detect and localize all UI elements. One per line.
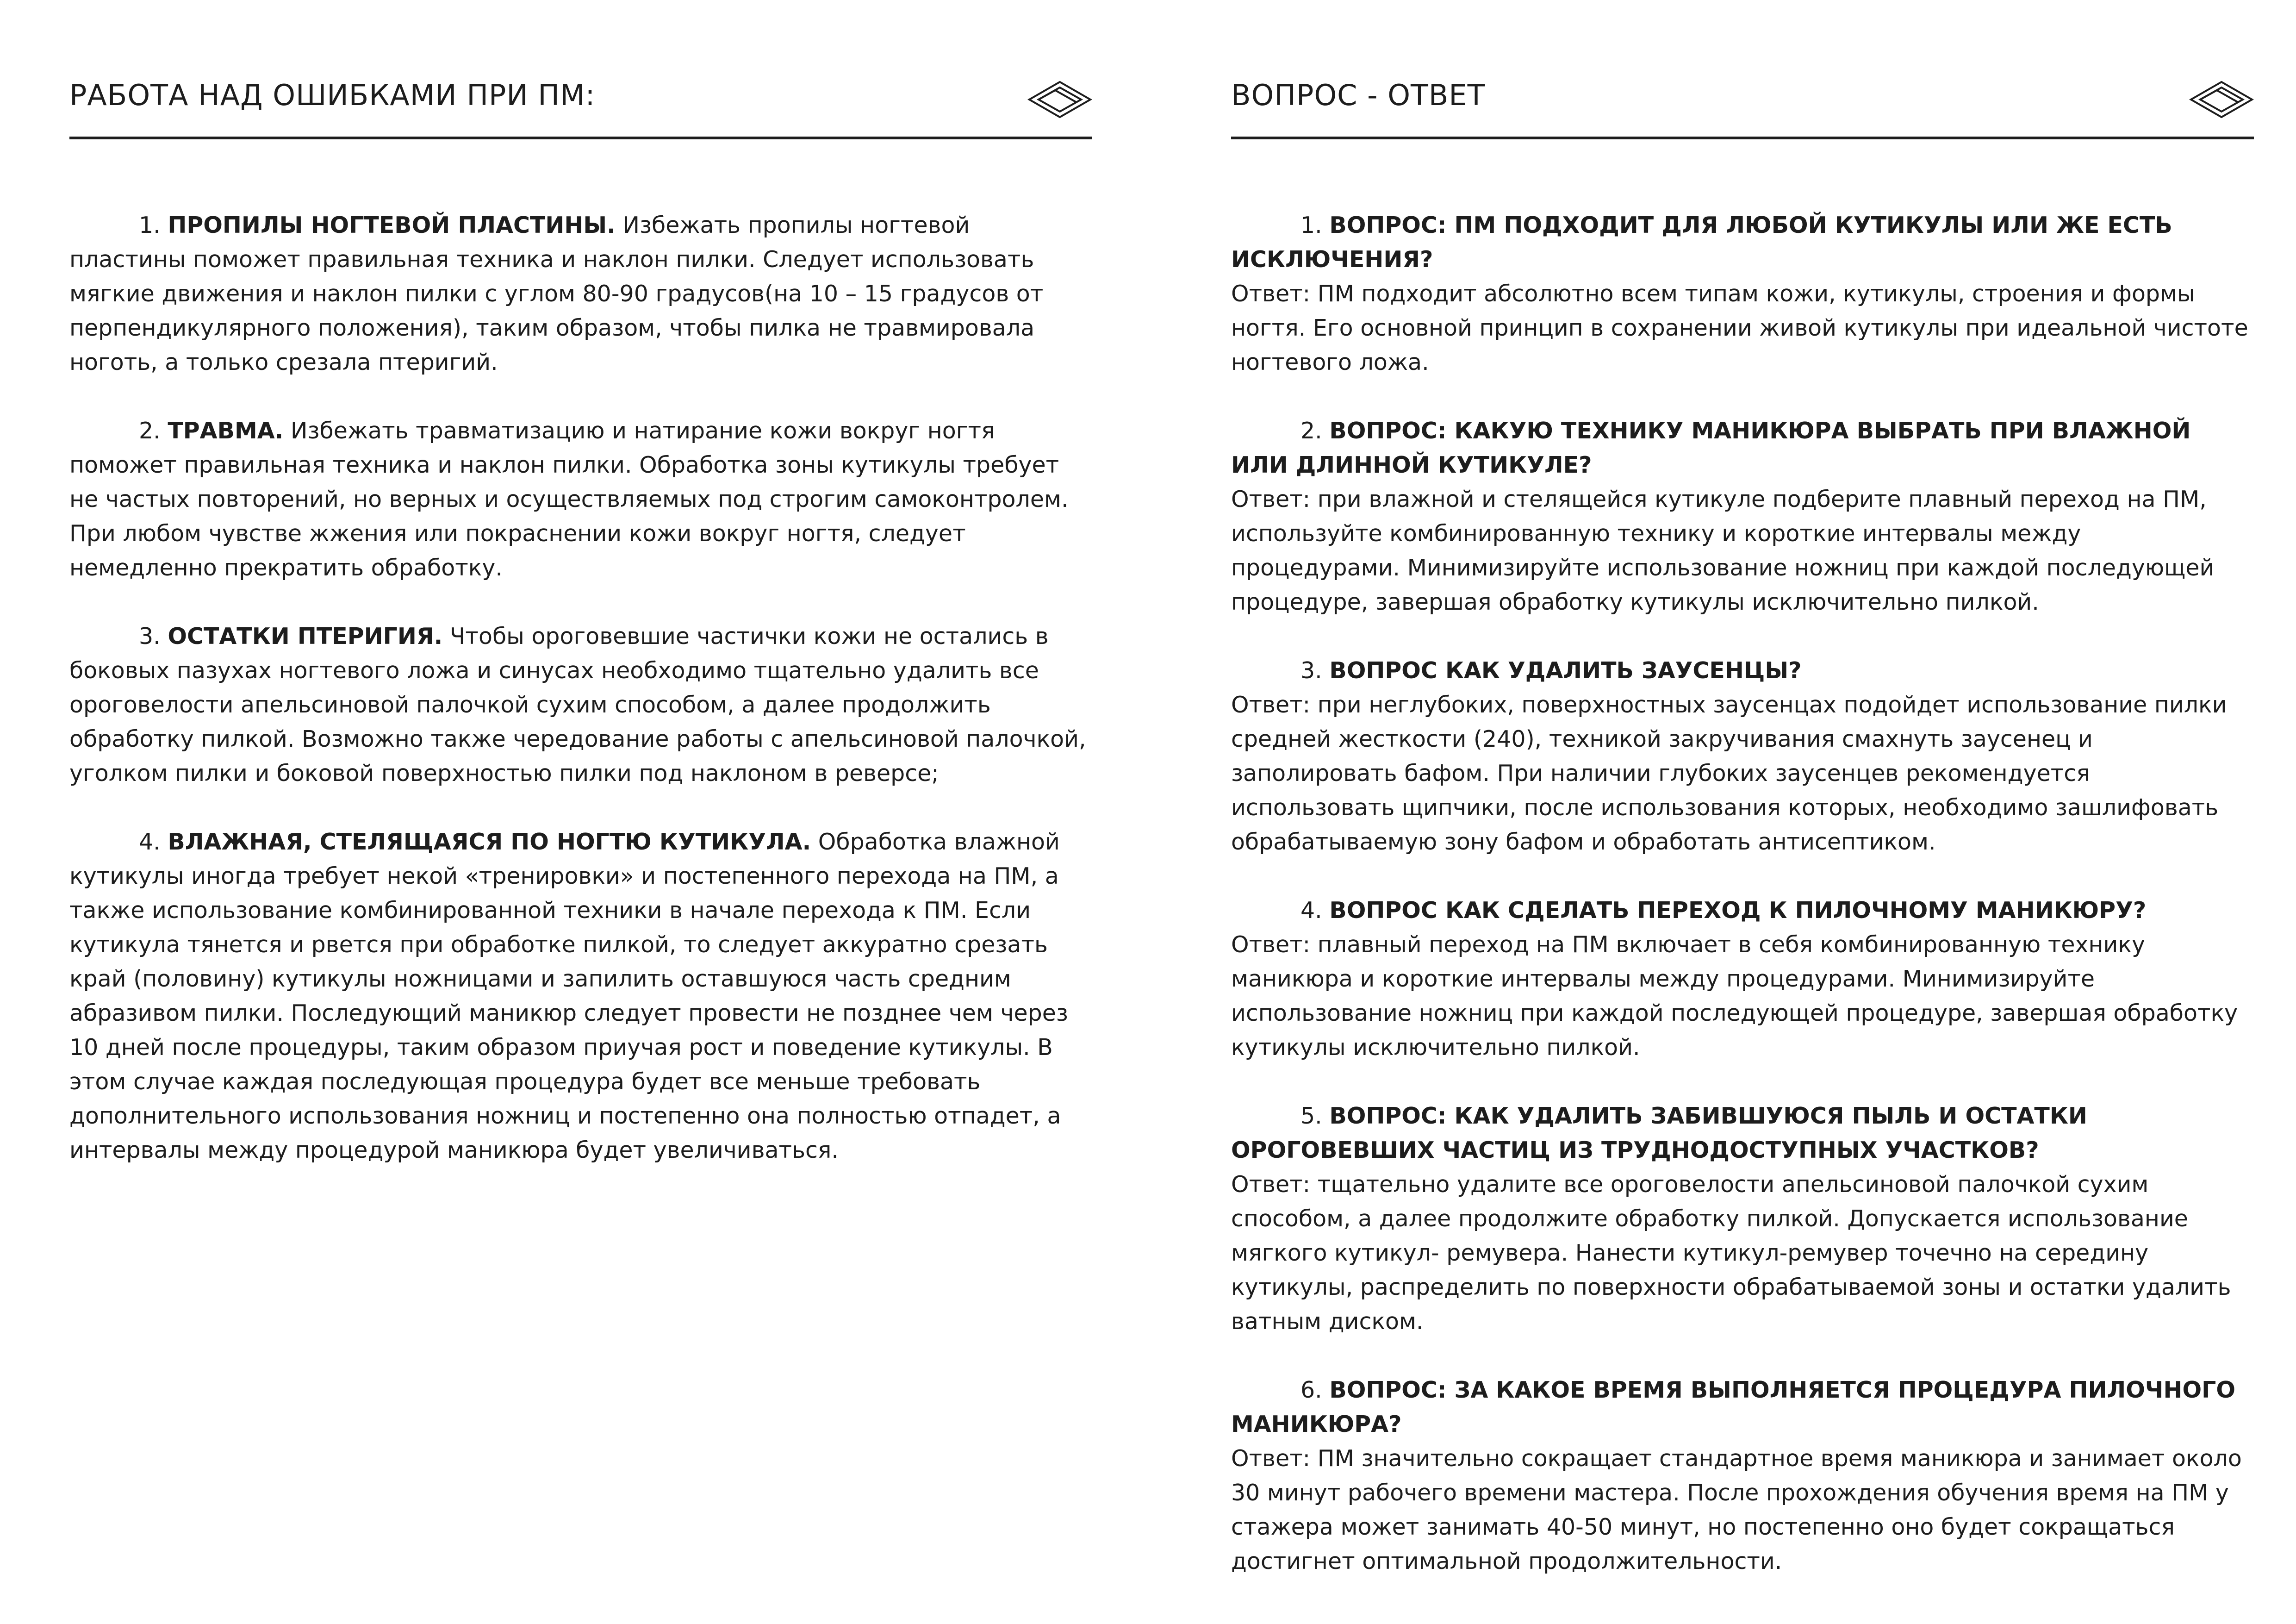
qa-answer: Ответ: при влажной и стелящейся кутикуле подберите плавный переход на ПМ, используйте комбинированную технику и короткие интервалы между процедурами. Минимизируйте использование ножниц при каждой последующей процедуре, завершая обработку кутикулы исключительно пилкой. [1231, 486, 2215, 615]
item-number: 4. [1300, 897, 1322, 924]
item-number: 1. [1300, 212, 1322, 238]
qa-question: ВОПРОС: КАК УДАЛИТЬ ЗАБИВШУЮСЯ ПЫЛЬ И ОСТАТКИ ОРОГОВЕВШИХ ЧАСТИЦ ИЗ ТРУДНОДОСТУПНЫХ УЧАСТКОВ? [1231, 1103, 2087, 1163]
qa-item [1231, 414, 2254, 619]
qa-answer: Ответ: ПМ подходит абсолютно всем типам кожи, кутикулы, строения и формы ногтя. Его основной принцип в сохранении живой кутикулы при идеальной чистоте ногтевого ложа. [1231, 281, 2248, 375]
right-page [1231, 0, 2254, 1624]
left-content [69, 208, 1092, 1202]
item-number: 2. [1300, 418, 1322, 444]
page-title: ВОПРОС - ОТВЕТ [1231, 78, 1486, 112]
qa-answer: Ответ: ПМ значительно сокращает стандартное время маникюра и занимает около 30 минут рабочего времени мастера. После прохождения обучения время на ПМ у стажера может занимать 40-50 минут, но постепенно оно будет сокращаться достигнет оптимальной продолжительности. [1231, 1445, 2242, 1574]
list-item [69, 619, 1092, 791]
list-item [69, 208, 1092, 380]
qa-item [1231, 1373, 2254, 1579]
qa-question: ВОПРОС: КАКУЮ ТЕХНИКУ МАНИКЮРА ВЫБРАТЬ ПРИ ВЛАЖНОЙ ИЛИ ДЛИННОЙ КУТИКУЛЕ? [1231, 418, 2191, 478]
qa-question: ВОПРОС КАК СДЕЛАТЬ ПЕРЕХОД К ПИЛОЧНОМУ МАНИКЮРУ? [1329, 897, 2147, 924]
qa-item [1231, 654, 2254, 859]
item-title: ТРАВМА. [168, 418, 284, 444]
item-body: Обработка влажной кутикулы иногда требует некой «тренировки» и постепенного перехода на ПМ, а также использование комбинированной техники в начале перехода к ПМ. Если кутикула тянется и рвется при обработке пилкой, то следует аккуратно срезать край (половину) кутикулы ножницами и запилить оставшуюся часть средним абразивом пилки. Последующий маникюр следует провести не позднее чем через 10 дней после процедуры, таким образом приучая рост и поведение кутикулы. В этом случае каждая последующая процедура будет все меньше требовать дополнительного использования ножниц и постепенно она полностью отпадет, а интервалы между процедурой маникюра будет увеличиваться. [69, 829, 1068, 1163]
qa-question: ВОПРОС: ПМ ПОДХОДИТ ДЛЯ ЛЮБОЙ КУТИКУЛЫ ИЛИ ЖЕ ЕСТЬ ИСКЛЮЧЕНИЯ? [1231, 212, 2172, 273]
qa-question: ВОПРОС: ЗА КАКОЕ ВРЕМЯ ВЫПОЛНЯЕТСЯ ПРОЦЕДУРА ПИЛОЧНОГО МАНИКЮРА? [1231, 1377, 2236, 1437]
qa-item [1231, 893, 2254, 1065]
item-body: Избежать пропилы ногтевой пластины поможет правильная техника и наклон пилки. Следует использовать мягкие движения и наклон пилки с углом 80-90 градусов(на 10 – 15 градусов от перпендикулярного положения), таким образом, чтобы пилка не травмировала ноготь, а только срезала птеригий. [69, 212, 1044, 375]
qa-item [1231, 1099, 2254, 1339]
qa-question: ВОПРОС КАК УДАЛИТЬ ЗАУСЕНЦЫ? [1329, 657, 1802, 684]
item-body: Чтобы ороговевшие частички кожи не остались в боковых пазухах ногтевого ложа и синусах необходимо тщательно удалить все ороговелости апельсиновой палочкой сухим способом, а далее продолжить обработку пилкой. Возможно также чередование работы с апельсиновой палочкой, уголком пилки и боковой поверхностью пилки под наклоном в реверсе; [69, 623, 1086, 787]
qa-answer: Ответ: плавный переход на ПМ включает в себя комбинированную технику маникюра и короткие интервалы между процедурами. Минимизируйте использование ножниц при каждой последующей процедуре, завершая обработку кутикулы исключительно пилкой. [1231, 931, 2238, 1061]
item-number: 3. [1300, 657, 1322, 684]
left-page [69, 0, 1092, 1624]
item-body: Избежать травматизацию и натирание кожи вокруг ногтя поможет правильная техника и наклон пилки. Обработка зоны кутикулы требует не частых повторений, но верных и осуществляемых под строгим самоконтролем. При любом чувстве жжения или покраснении кожи вокруг ногтя, следует немедленно прекратить обработку. [69, 418, 1069, 581]
list-item [69, 414, 1092, 585]
right-page-header [1231, 76, 2254, 139]
item-number: 4. [139, 829, 161, 855]
item-title: ПРОПИЛЫ НОГТЕВОЙ ПЛАСТИНЫ. [168, 212, 616, 238]
qa-answer: Ответ: при неглубоких, поверхностных заусенцах подойдет использование пилки средней жесткости (240), техникой закручивания смахнуть заусенец и заполировать бафом. При наличии глубоких заусенцев рекомендуется использовать щипчики, после использования которых, необходимо зашлифовать обрабатываемую зону бафом и обработать антисептиком. [1231, 692, 2227, 855]
right-content [1231, 208, 2254, 1613]
item-number: 3. [139, 623, 161, 650]
diamond-logo-icon [2189, 80, 2254, 119]
item-number: 6. [1300, 1377, 1322, 1403]
item-number: 1. [139, 212, 161, 238]
list-item [69, 825, 1092, 1168]
item-number: 2. [139, 418, 161, 444]
item-number: 5. [1300, 1103, 1322, 1129]
page-title: РАБОТА НАД ОШИБКАМИ ПРИ ПМ: [69, 78, 596, 112]
left-page-header [69, 76, 1092, 139]
qa-item [1231, 208, 2254, 380]
qa-answer: Ответ: тщательно удалите все ороговелости апельсиновой палочкой сухим способом, а далее продолжите обработку пилкой. Допускается использование мягкого кутикул- ремувера. Нанести кутикул-ремувер точечно на середину кутикулы, распределить по поверхности обрабатываемой зоны и остатки удалить ватным диском. [1231, 1171, 2231, 1335]
item-title: ВЛАЖНАЯ, СТЕЛЯЩАЯСЯ ПО НОГТЮ КУТИКУЛА. [168, 829, 811, 855]
diamond-logo-icon [1027, 80, 1092, 119]
item-title: ОСТАТКИ ПТЕРИГИЯ. [168, 623, 443, 650]
